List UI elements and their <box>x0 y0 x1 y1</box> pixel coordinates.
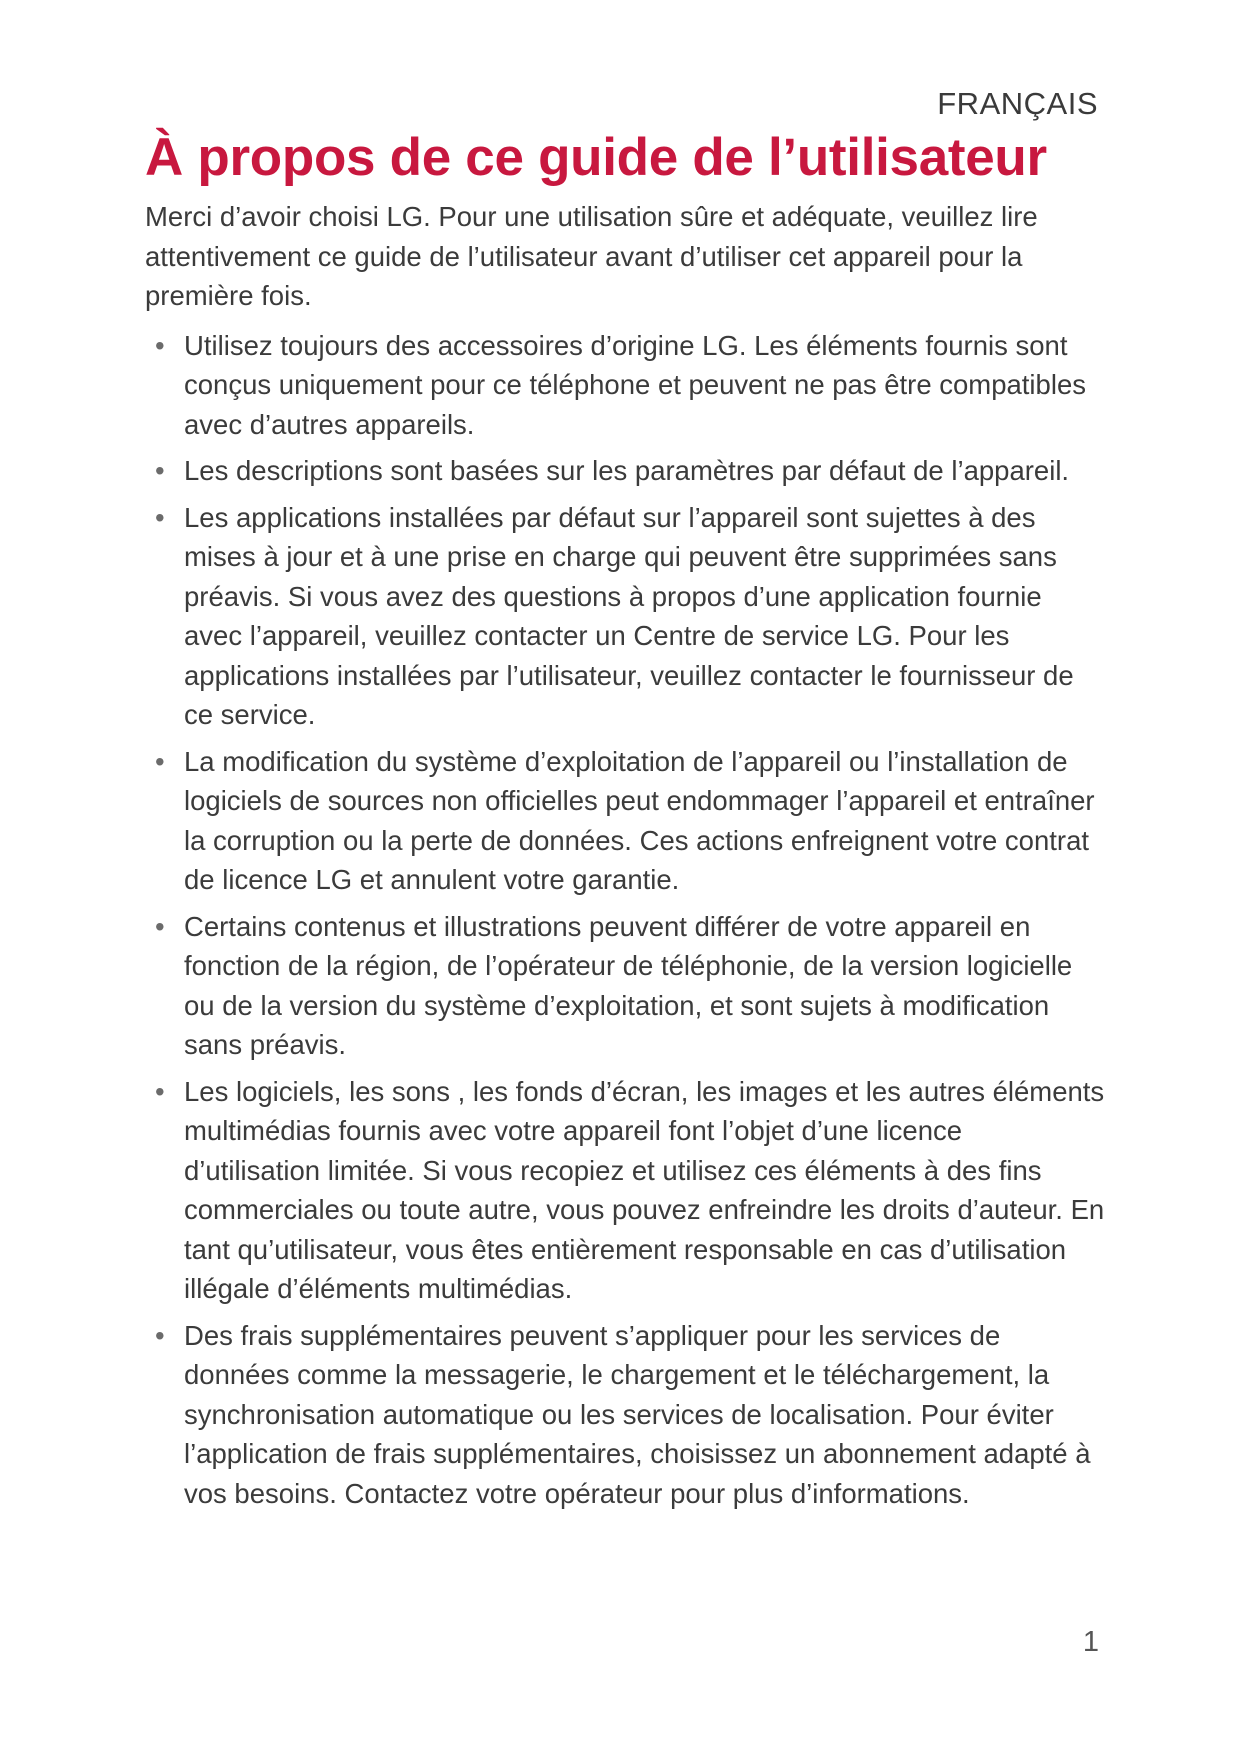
bullet-icon: • <box>155 455 165 486</box>
bullet-icon: • <box>155 910 165 942</box>
main-content <box>145 125 1105 1520</box>
bullet-icon: • <box>155 1319 165 1351</box>
bullet-icon: • <box>155 745 165 777</box>
list-item-text: Les descriptions sont basées sur les paramètres par défaut de l’appareil. <box>184 455 1070 486</box>
list-item <box>145 1072 1105 1309</box>
list-item-text: Les logiciels, les sons , les fonds d’écran, les images et les autres éléments multimédias fournis avec votre appareil font l’objet d’une licence d’utilisation limitée. Si vous recopiez et utilisez ces éléments à des fins commerciales ou toute autre, vous pouvez enfreindre les droits d’auteur. En tant qu’utilisateur, vous êtes entièrement responsable en cas d’utilisation illégale d’éléments multimédias. <box>184 1075 1105 1304</box>
intro-paragraph: Merci d’avoir choisi LG. Pour une utilisation sûre et adéquate, veuillez lire attentivement ce guide de l’utilisateur avant d’utiliser cet appareil pour la première fois. <box>145 201 1038 311</box>
page-number: 1 <box>1082 1626 1099 1658</box>
list-item <box>145 326 1105 445</box>
language-label: FRANÇAIS <box>937 86 1098 121</box>
list-item <box>145 498 1105 735</box>
list-item-text: La modification du système d’exploitation de l’appareil ou l’installation de logiciels de sources non officielles peut endommager l’appareil et entraîner la corruption ou la perte de données. Ces actions enfreignent votre contrat de licence LG et annulent votre garantie. <box>184 745 1095 895</box>
bullet-list <box>145 326 1105 1514</box>
list-item-text: Des frais supplémentaires peuvent s’appliquer pour les services de données comme la messagerie, le chargement et le téléchargement, la synchronisation automatique ou les services de localisation. Pour éviter l’application de frais supplémentaires, choisissez un abonnement adapté à vos besoins. Contactez votre opérateur pour plus d’informations. <box>184 1319 1091 1509</box>
list-item-text: Les applications installées par défaut sur l’appareil sont sujettes à des mises à jour et à une prise en charge qui peuvent être supprimées sans préavis. Si vous avez des questions à propos d’une application fournie avec l’appareil, veuillez contacter un Centre de service LG. Pour les applications installées par l’utilisateur, veuillez contacter le fournisseur de ce service. <box>184 501 1074 730</box>
list-item-text: Utilisez toujours des accessoires d’origine LG. Les éléments fournis sont conçus uniquement pour ce téléphone et peuvent ne pas être compatibles avec d’autres appareils. <box>184 329 1086 440</box>
list-item <box>145 451 1105 491</box>
bullet-icon: • <box>155 1075 165 1107</box>
bullet-icon: • <box>155 329 165 361</box>
list-item-text: Certains contenus et illustrations peuvent différer de votre appareil en fonction de la région, de l’opérateur de téléphonie, de la version logicielle ou de la version du système d’exploitation, et sont sujets à modification sans préavis. <box>184 910 1073 1060</box>
list-item <box>145 1316 1105 1514</box>
list-item <box>145 907 1105 1065</box>
list-item <box>145 742 1105 900</box>
bullet-icon: • <box>155 501 165 533</box>
page-title: À propos de ce guide de l’utilisateur <box>145 128 1047 187</box>
